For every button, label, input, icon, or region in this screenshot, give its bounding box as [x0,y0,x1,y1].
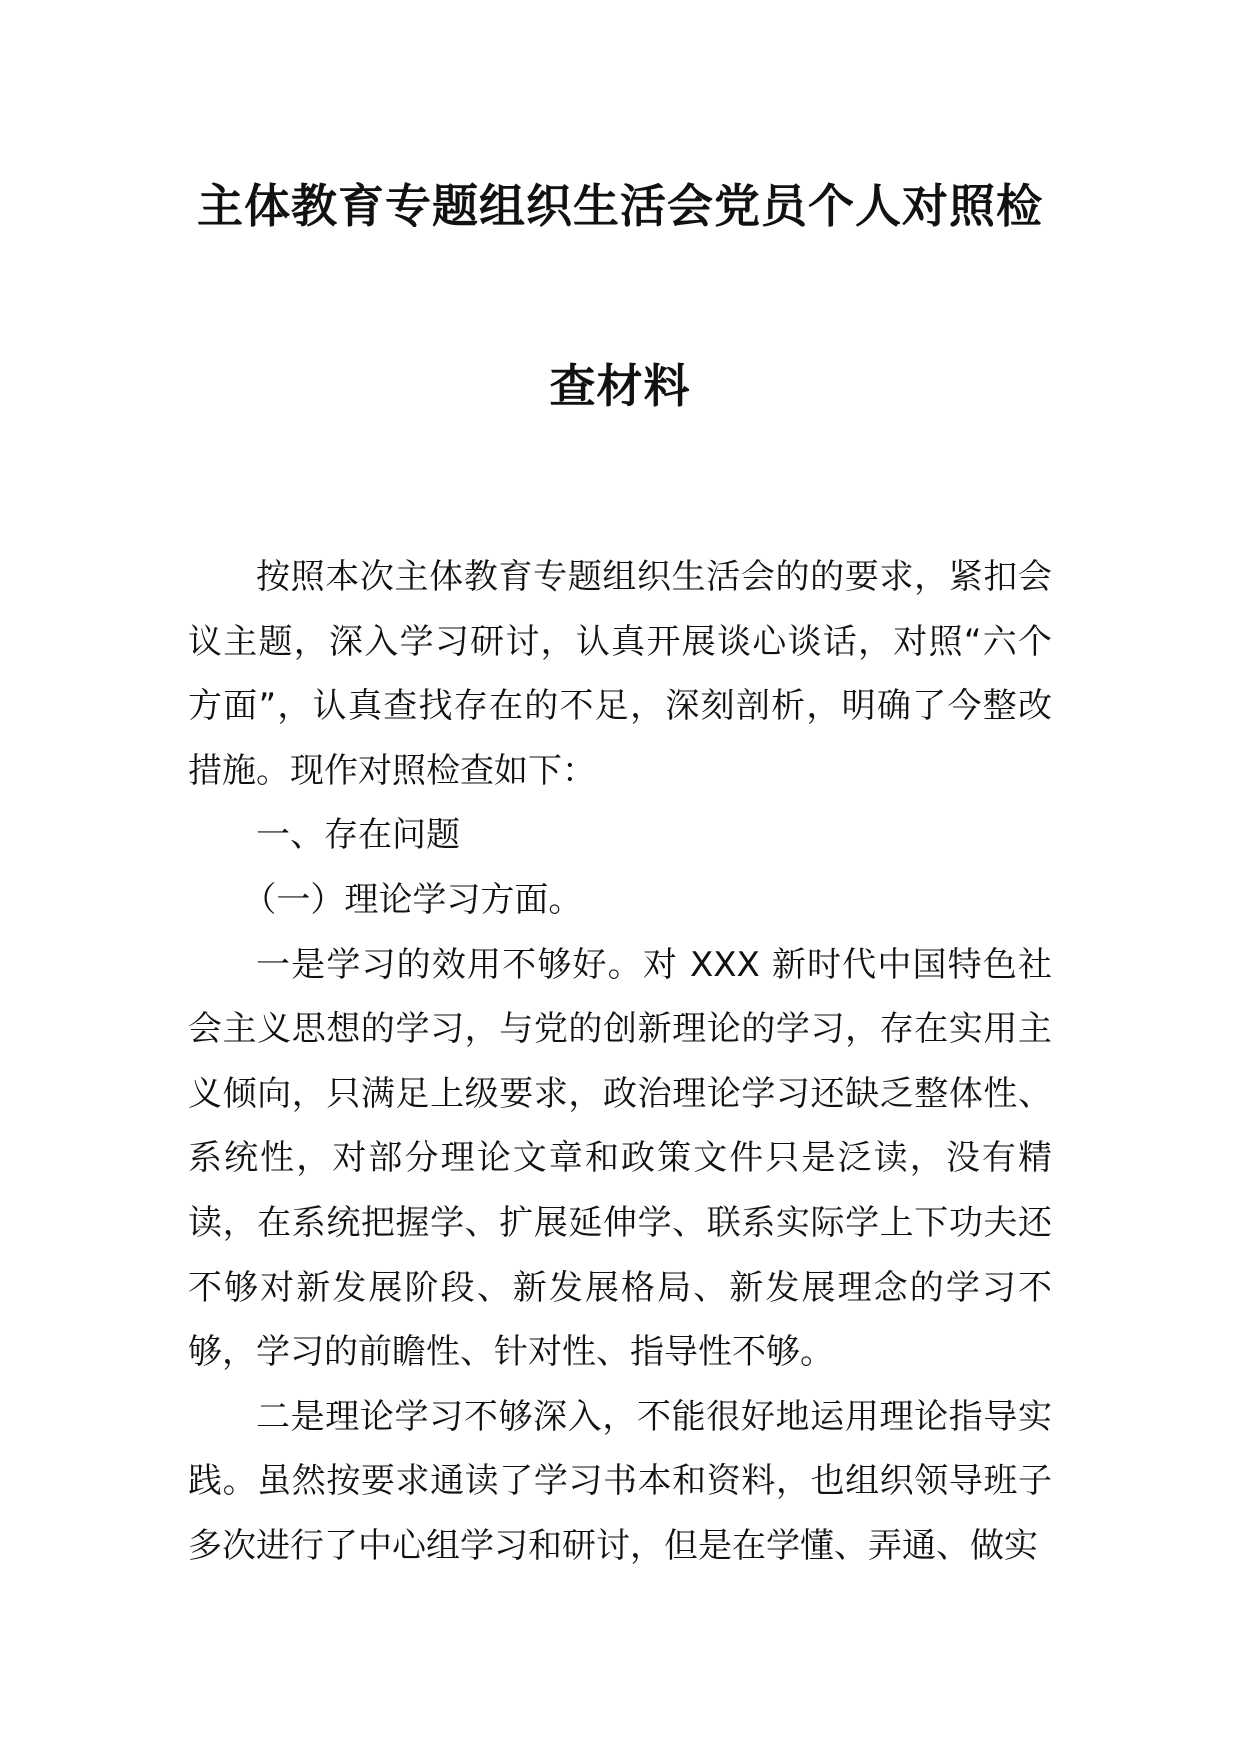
section-heading: 一、存在问题 [256,815,460,856]
body-paragraph: 一是学习的效用不够好。对 XXX 新时代中国特色社会主义思想的学习，与党的创新理论的学习，存在实用主义倾向，只满足上级要求，政治理论学习还缺乏整体性、系统性，对部分理论文章和政策文件只是泛读，没有精读，在系统把握学、扩展延伸学、联系实际学上下功夫还不够对新发展阶段、新发展格局、新发展理念的学习不够，学习的前瞻性、针对性、指导性不够。 [188,944,1052,1373]
body-paragraph: 二是理论学习不够深入，不能很好地运用理论指导实践。虽然按要求通读了学习书本和资料，也组织领导班子多次进行了中心组学习和研讨，但是在学懂、弄通、做实 [188,1396,1052,1566]
intro-paragraph: 按照本次主体教育专题组织生活会的的要求，紧扣会议主题，深入学习研讨，认真开展谈心谈话，对照“六个方面”，认真查找存在的不足，深刻剖析，明确了今整改措施。现作对照检查如下： [188,557,1052,791]
document-title-line-2: 查材料 [549,359,691,413]
subsection-heading: （一）理论学习方面。 [242,879,583,920]
document-body [188,545,1052,1579]
document-title-line-1: 主体教育专题组织生活会党员个人对照检 [197,179,1043,233]
